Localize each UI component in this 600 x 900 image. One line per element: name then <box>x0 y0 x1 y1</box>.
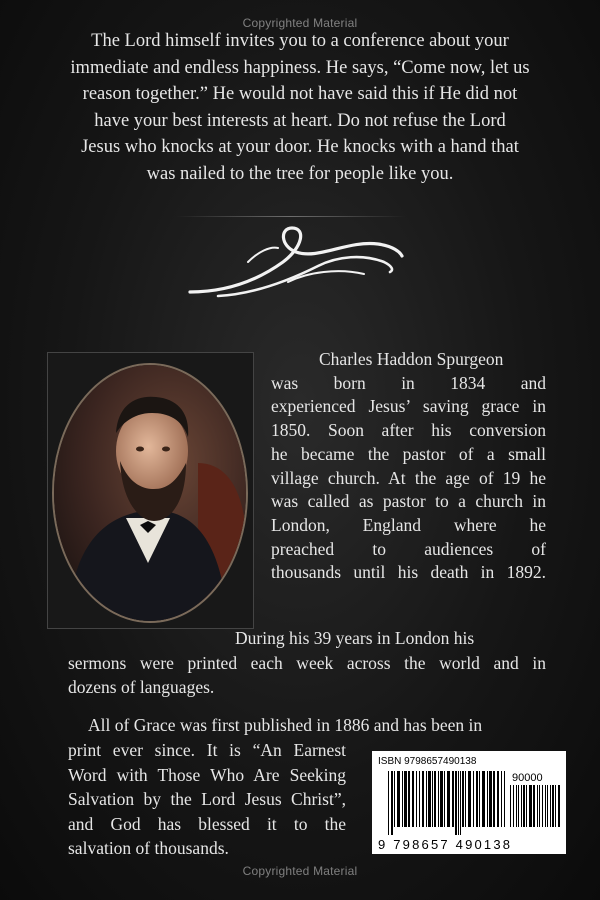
barcode-bar <box>526 785 527 827</box>
barcode-bar <box>523 785 525 827</box>
barcode-bar <box>468 771 471 827</box>
barcode-bar <box>455 771 457 835</box>
author-portrait <box>47 352 254 629</box>
barcode-bar <box>521 785 522 827</box>
back-cover-quote <box>40 28 560 187</box>
quote-line: was nailed to the tree for people like you. <box>146 163 454 184</box>
quote-line: reason together.” He would not have said this if He did not <box>82 84 518 104</box>
watermark-top: Copyrighted Material <box>242 16 358 30</box>
barcode-bar <box>547 785 548 827</box>
barcode-bar <box>416 771 417 827</box>
price-code: 90000 <box>512 772 543 784</box>
barcode-bar <box>458 771 459 835</box>
bio-line: print ever since. It is “An Earnest <box>68 740 346 760</box>
flourish-ornament-icon <box>188 222 404 302</box>
watermark-bottom: Copyrighted Material <box>242 864 358 878</box>
barcode-bars <box>388 771 506 835</box>
barcode-bar <box>444 771 445 827</box>
barcode-bar <box>438 771 439 827</box>
bio-line: salvation of thousands. <box>68 838 229 858</box>
barcode-bar <box>529 785 532 827</box>
barcode-bar <box>558 785 560 827</box>
author-bio-full-text <box>68 626 546 700</box>
barcode-bar <box>391 771 393 835</box>
barcode-bar <box>482 771 485 827</box>
bio-line: thousands until his death in 1892. <box>271 562 546 583</box>
barcode-bar <box>394 771 395 827</box>
barcode-bar <box>510 785 511 827</box>
barcode-bar <box>555 785 556 827</box>
barcode-bar <box>518 785 519 827</box>
barcode-bar <box>539 785 540 827</box>
barcode-bar <box>412 771 414 827</box>
bio-line: was called as pastor to a church in <box>271 491 546 512</box>
barcode-bar <box>462 771 464 827</box>
barcode-bar <box>460 771 461 835</box>
barcode-bar <box>487 771 488 827</box>
bio-line: London, England where he <box>271 514 546 535</box>
barcode-bar <box>447 771 450 827</box>
barcode-bar <box>388 771 389 835</box>
barcode-bar <box>545 785 546 827</box>
barcode-bar <box>440 771 443 827</box>
bio-line: All of Grace was first published in 1886 and has been in <box>88 715 483 735</box>
barcode-bar <box>465 771 466 827</box>
barcode-bar <box>479 771 480 827</box>
bio-line: Charles Haddon Spurgeon <box>319 349 504 369</box>
bio-line: he became the pastor of a small <box>271 443 546 464</box>
bio-line: experienced Jesus’ saving grace in <box>271 396 546 417</box>
barcode-bar <box>404 771 407 827</box>
isbn-digits: 9 798657 490138 <box>378 837 513 852</box>
barcode-bar <box>504 771 505 827</box>
barcode-bar <box>408 771 410 827</box>
barcode-bar <box>552 785 554 827</box>
bio-line: preached to audiences of <box>271 538 546 559</box>
barcode-bar <box>402 771 403 827</box>
portrait-image <box>48 353 253 628</box>
barcode-bar <box>537 785 538 827</box>
barcode-bar <box>419 771 420 827</box>
barcode-bar <box>493 771 495 827</box>
quote-line: have your best interests at heart. Do not refuse the Lord <box>94 110 506 131</box>
barcode-bar <box>434 771 436 827</box>
barcode-bar <box>516 785 517 827</box>
bio-line: 1850. Soon after his conversion <box>271 420 546 441</box>
barcode-bar <box>452 771 454 827</box>
barcode-bar <box>426 771 427 827</box>
barcode-bar <box>497 771 499 827</box>
barcode-bar <box>533 785 535 827</box>
barcode-bar <box>513 785 514 827</box>
book-history-text <box>68 738 346 861</box>
bio-line: Salvation by the Lord Jesus Christ”, <box>68 789 346 809</box>
bio-line: Word with Those Who Are Seeking <box>68 764 346 785</box>
bio-line: dozens of languages. <box>68 677 215 697</box>
barcode-addon-bars <box>510 785 560 835</box>
barcode-bar <box>473 771 474 827</box>
bio-line: was born in 1834 and <box>271 372 546 393</box>
barcode-bar <box>501 771 502 827</box>
barcode-bar <box>422 771 424 827</box>
isbn-label: ISBN 9798657490138 <box>378 756 477 767</box>
barcode-bar <box>428 771 431 827</box>
quote-line: Jesus who knocks at your door. He knocks with a hand that <box>81 137 519 157</box>
quote-line: The Lord himself invites you to a conference about your <box>91 31 509 51</box>
barcode-bar <box>542 785 543 827</box>
barcode-bar <box>476 771 478 827</box>
barcode-bar <box>550 785 551 827</box>
isbn-barcode <box>372 751 566 854</box>
barcode-bar <box>489 771 492 827</box>
divider-line <box>176 216 406 217</box>
bio-line: During his 39 years in London his <box>235 628 475 648</box>
author-bio-side-text <box>271 348 546 585</box>
bio-line: village church. At the age of 19 he <box>271 467 546 488</box>
barcode-bar <box>397 771 400 827</box>
bio-line: and God has blessed it to the <box>68 813 346 834</box>
quote-line: immediate and endless happiness. He says, “Come now, let us <box>70 57 530 78</box>
barcode-bar <box>432 771 433 827</box>
bio-line: sermons were printed each week across the world and in <box>68 652 546 673</box>
book-history-first-line <box>68 713 546 738</box>
